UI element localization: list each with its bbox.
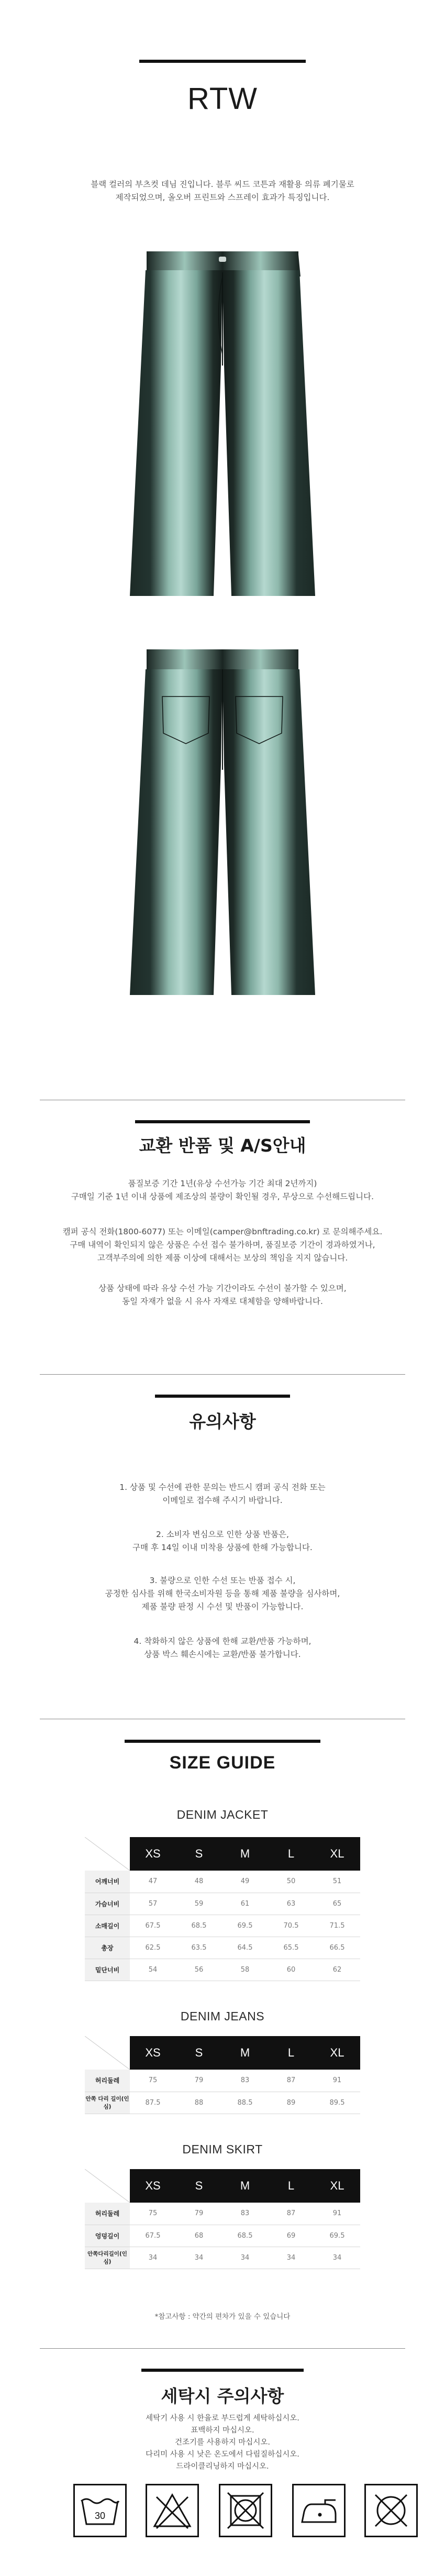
size-note: *참고사항 : 약간의 편차가 있을 수 있습니다	[154, 2313, 291, 2321]
product-description	[0, 178, 445, 204]
table-corner	[85, 1837, 130, 1871]
row-label: 소매길이	[85, 1915, 130, 1937]
table-row	[85, 2247, 360, 2269]
row-label: 허리둘레	[85, 2203, 130, 2225]
text-line: 다리미 사용 시 낮은 온도에서 다림질하십시오.	[146, 2450, 299, 2459]
table-row	[85, 1959, 360, 1981]
table-cell: 48	[176, 1871, 222, 1893]
no-bleach-icon	[146, 2484, 199, 2537]
table-cell: 83	[222, 2070, 268, 2092]
size-header: S	[176, 2036, 222, 2070]
table-cell: 68.5	[176, 1915, 222, 1937]
size-header: XL	[314, 1837, 360, 1871]
table-cell: 91	[314, 2203, 360, 2225]
table-cell: 34	[222, 2247, 268, 2269]
table-cell: 56	[176, 1959, 222, 1981]
care-instructions	[0, 2413, 445, 2473]
size-guide-title: SIZE GUIDE	[169, 1753, 276, 1773]
table-cell: 57	[130, 1893, 176, 1915]
table-cell: 79	[176, 2070, 222, 2092]
size-header: XS	[130, 1837, 176, 1871]
table-row	[85, 1915, 360, 1937]
table-cell: 68	[176, 2225, 222, 2247]
table-title-skirt: DENIM SKIRT	[182, 2142, 263, 2156]
text-line: 상품 박스 훼손시에는 교환/반품 불가합니다.	[144, 1650, 301, 1659]
text-line: 상품 상태에 따라 유상 수선 가능 기간이라도 수선이 불가할 수 있으며,	[98, 1284, 347, 1293]
exchange-divider	[135, 1120, 310, 1123]
table-cell: 64.5	[222, 1937, 268, 1959]
no-tumble-dry-icon	[219, 2484, 272, 2537]
text-line: 품질보증 기간 1년(유상 수선가능 기간 최대 2년까지)	[128, 1179, 317, 1188]
text-line: 2. 소비자 변심으로 인한 상품 반품은,	[156, 1530, 289, 1539]
table-cell: 34	[314, 2247, 360, 2269]
table-cell: 65	[314, 1893, 360, 1915]
size-header: M	[222, 2169, 268, 2203]
notice-block-4	[0, 1635, 445, 1661]
notice-block-3	[0, 1574, 445, 1613]
notice-block-1	[0, 1481, 445, 1507]
table-cell: 59	[176, 1893, 222, 1915]
size-table-jacket	[85, 1837, 360, 1981]
table-cell: 75	[130, 2070, 176, 2092]
size-table-jeans	[85, 2036, 360, 2114]
table-cell: 69.5	[314, 2225, 360, 2247]
product-title: RTW	[187, 82, 258, 116]
table-cell: 66.5	[314, 1937, 360, 1959]
size-header: L	[268, 1837, 314, 1871]
size-header: M	[222, 1837, 268, 1871]
table-cell: 54	[130, 1959, 176, 1981]
text-line: 표백하지 마십시오.	[191, 2426, 254, 2435]
exchange-block-1	[0, 1177, 445, 1203]
text-line: 3. 불량으로 인한 수선 또는 반품 접수 시,	[149, 1576, 296, 1585]
table-title-jacket: DENIM JACKET	[176, 1808, 269, 1821]
row-label: 총장	[85, 1937, 130, 1959]
no-dry-clean-icon	[364, 2484, 418, 2537]
size-header: S	[176, 1837, 222, 1871]
text-line: 드라이클리닝하지 마십시오.	[176, 2462, 269, 2471]
exchange-title: 교환 반품 및 A/S안내	[139, 1135, 306, 1156]
exchange-block-3	[0, 1282, 445, 1308]
row-label: 어깨너비	[85, 1871, 130, 1893]
size-header: XS	[130, 2036, 176, 2070]
section-rule	[40, 2348, 405, 2349]
top-divider	[139, 60, 306, 63]
table-cell: 63.5	[176, 1937, 222, 1959]
size-guide-divider	[125, 1740, 320, 1743]
jeans-back-image	[126, 644, 319, 998]
size-header: L	[268, 2036, 314, 2070]
table-cell: 70.5	[268, 1915, 314, 1937]
size-header: XS	[130, 2169, 176, 2203]
table-row	[85, 2070, 360, 2092]
notice-divider	[155, 1395, 290, 1398]
low-iron-icon	[292, 2484, 346, 2537]
table-row	[85, 1893, 360, 1915]
section-rule	[40, 1374, 405, 1375]
care-divider	[141, 2369, 304, 2372]
table-title-jeans: DENIM JEANS	[180, 2009, 265, 2023]
row-label: 안쪽다리길이(인심)	[85, 2247, 130, 2269]
notice-title: 유의사항	[189, 1411, 256, 1432]
wash-temp-label: 30	[94, 2511, 106, 2521]
table-cell: 79	[176, 2203, 222, 2225]
size-header: XL	[314, 2169, 360, 2203]
text-line: 구매일 기준 1년 이내 상품에 제조상의 불량이 확인될 경우, 무상으로 수선해드립니다.	[71, 1192, 374, 1201]
table-cell: 63	[268, 1893, 314, 1915]
table-corner	[85, 2036, 130, 2070]
table-cell: 60	[268, 1959, 314, 1981]
table-cell: 51	[314, 1871, 360, 1893]
table-cell: 58	[222, 1959, 268, 1981]
size-header: S	[176, 2169, 222, 2203]
table-cell: 69.5	[222, 1915, 268, 1937]
text-line: 세탁기 사용 시 한율로 부드럽게 세탁하십시오.	[146, 2414, 299, 2423]
table-cell: 69	[268, 2225, 314, 2247]
table-cell: 62.5	[130, 1937, 176, 1959]
size-header: XL	[314, 2036, 360, 2070]
table-cell: 67.5	[130, 2225, 176, 2247]
table-cell: 49	[222, 1871, 268, 1893]
table-cell: 61	[222, 1893, 268, 1915]
description-line: 블랙 컬러의 부츠컷 데님 진입니다. 블루 씨드 코튼과 재활용 의류 폐기물로	[91, 180, 354, 189]
text-line: 건조기를 사용하지 마십시오.	[175, 2438, 270, 2447]
table-corner	[85, 2169, 130, 2203]
notice-block-2	[0, 1528, 445, 1554]
text-line: 공정한 심사를 위해 한국소비자원 등을 통해 제품 불량을 심사하며,	[105, 1589, 340, 1598]
size-header: L	[268, 2169, 314, 2203]
table-cell: 65.5	[268, 1937, 314, 1959]
description-line: 제작되었으며, 올오버 프린트와 스프레이 효과가 특징입니다.	[115, 193, 330, 202]
table-cell: 87	[268, 2070, 314, 2092]
row-label: 밑단너비	[85, 1959, 130, 1981]
text-line: 캠퍼 공식 전화(1800-6077) 또는 이메일(camper@bnftrading.co.kr) 로 문의해주세요.	[62, 1227, 383, 1236]
text-line: 구매 후 14일 이내 미착용 상품에 한해 가능합니다.	[132, 1543, 313, 1552]
exchange-block-2	[0, 1225, 445, 1265]
table-cell: 34	[268, 2247, 314, 2269]
table-row	[85, 1871, 360, 1893]
table-row	[85, 1937, 360, 1959]
table-row	[85, 2225, 360, 2247]
row-label: 허리둘레	[85, 2070, 130, 2092]
table-cell: 83	[222, 2203, 268, 2225]
table-cell: 88	[176, 2092, 222, 2114]
table-cell: 62	[314, 1959, 360, 1981]
row-label: 안쪽 다리 길이(인심)	[85, 2092, 130, 2114]
table-cell: 89.5	[314, 2092, 360, 2114]
row-label: 엉덩길이	[85, 2225, 130, 2247]
table-cell: 87	[268, 2203, 314, 2225]
table-row	[85, 2203, 360, 2225]
text-line: 1. 상품 및 수선에 관한 문의는 반드시 캠퍼 공식 전화 또는	[119, 1483, 326, 1492]
wash-30-icon	[73, 2484, 127, 2537]
table-cell: 88.5	[222, 2092, 268, 2114]
size-table-skirt	[85, 2169, 360, 2269]
text-line: 고객부주의에 의한 제품 이상에 대해서는 보상의 책임을 지지 않습니다.	[97, 1253, 348, 1263]
row-label: 가슴너비	[85, 1893, 130, 1915]
care-title: 세탁시 주의사항	[161, 2386, 284, 2406]
text-line: 동일 자재가 없을 시 유사 자재로 대체함을 양해바랍니다.	[122, 1297, 323, 1306]
text-line: 4. 착화하지 않은 상품에 한해 교환/반품 가능하며,	[134, 1637, 312, 1646]
table-cell: 50	[268, 1871, 314, 1893]
table-cell: 34	[176, 2247, 222, 2269]
table-cell: 68.5	[222, 2225, 268, 2247]
text-line: 구매 내역이 확인되지 않은 상품은 수선 접수 불가하며, 품질보증 기간이 경과하였거나,	[70, 1240, 375, 1250]
table-cell: 67.5	[130, 1915, 176, 1937]
table-cell: 89	[268, 2092, 314, 2114]
text-line: 제품 불량 판정 시 수선 및 반품이 가능합니다.	[141, 1602, 304, 1611]
jeans-front-image	[126, 245, 319, 599]
size-header: M	[222, 2036, 268, 2070]
table-cell: 47	[130, 1871, 176, 1893]
table-cell: 34	[130, 2247, 176, 2269]
text-line: 이메일로 접수해 주시기 바랍니다.	[162, 1496, 283, 1505]
table-cell: 71.5	[314, 1915, 360, 1937]
table-cell: 87.5	[130, 2092, 176, 2114]
table-cell: 75	[130, 2203, 176, 2225]
table-row	[85, 2092, 360, 2114]
table-cell: 91	[314, 2070, 360, 2092]
